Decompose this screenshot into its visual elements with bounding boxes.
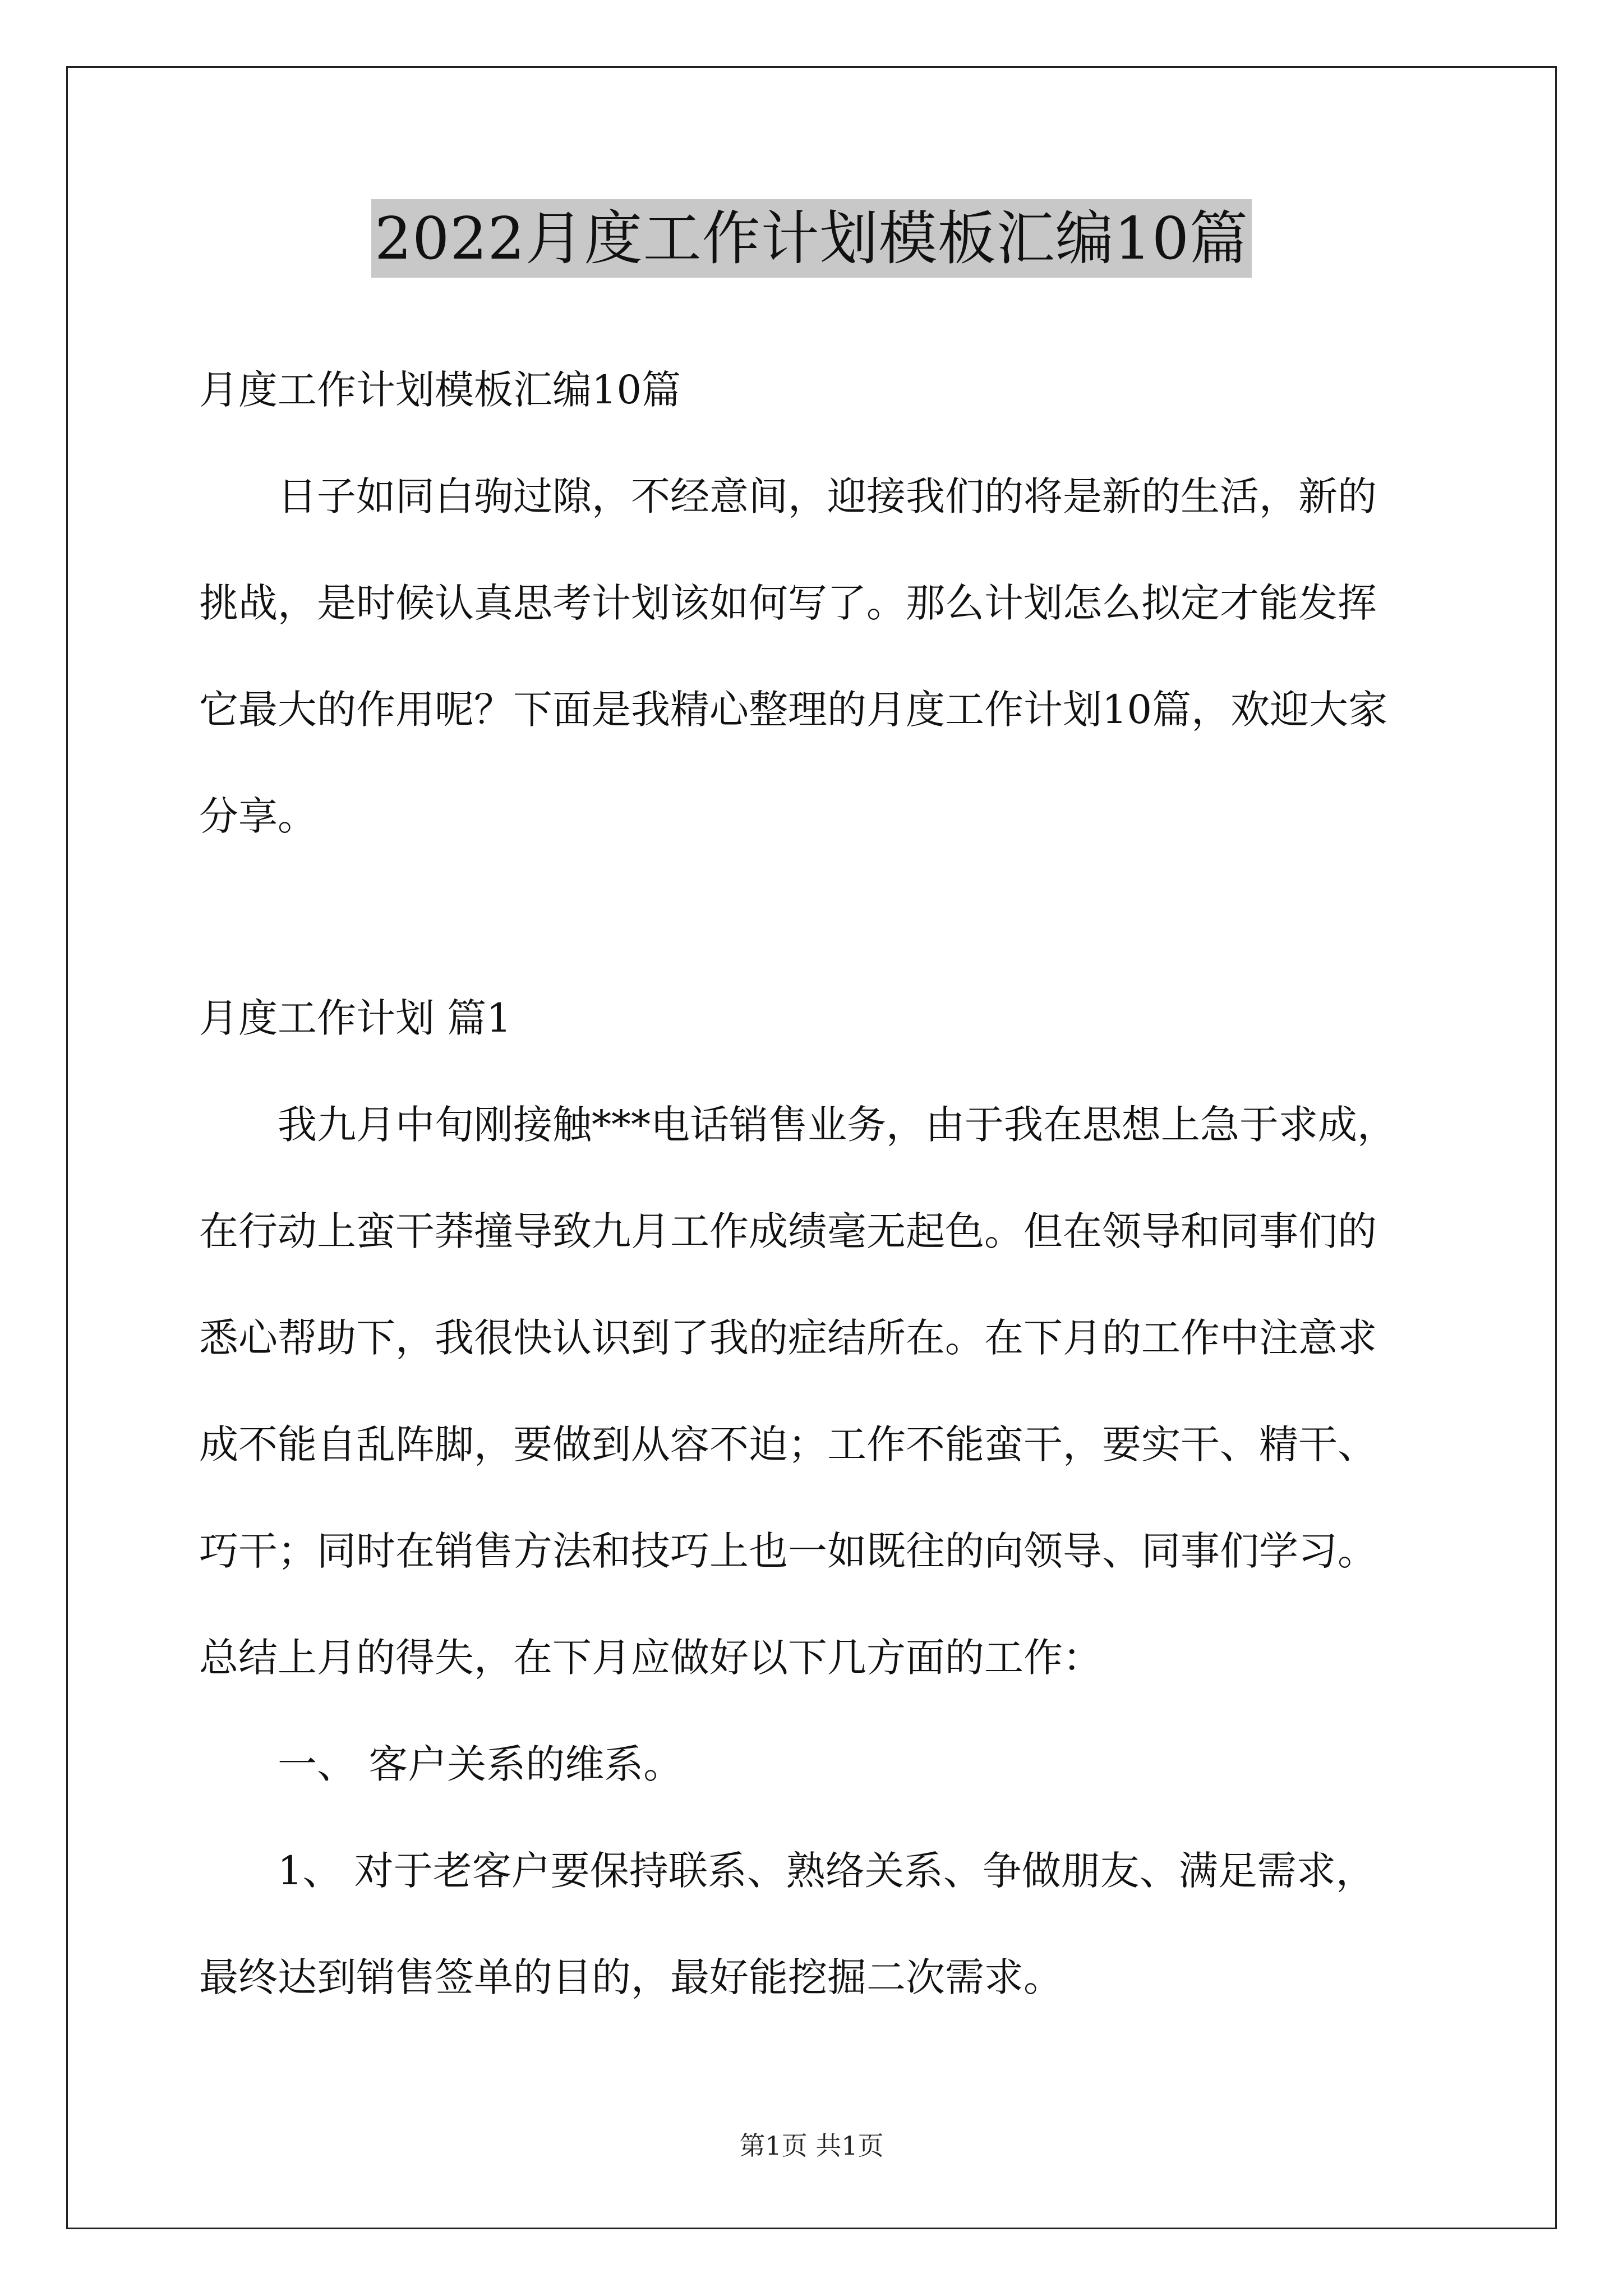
section-line-6: 总结上月的得失，在下月应做好以下几方面的工作： bbox=[199, 1635, 1102, 1681]
intro-paragraph bbox=[199, 443, 1427, 869]
section-heading: 月度工作计划 篇1 bbox=[199, 995, 511, 1041]
section-line-3: 悉心帮助下，我很快认识到了我的症结所在。在下月的工作中注意求 bbox=[199, 1315, 1377, 1361]
section-paragraph bbox=[199, 1071, 1427, 1711]
page-footer: 第1页 共1页 bbox=[739, 2131, 884, 2161]
intro-line-4: 分享。 bbox=[199, 793, 317, 839]
item-line-1: 1、 对于老客户要保持联系、熟络关系、争做朋友、满足需求， bbox=[278, 1848, 1375, 1894]
item-line-2: 最终达到销售签单的目的，最好能挖掘二次需求。 bbox=[199, 1954, 1063, 2000]
title-container bbox=[0, 199, 1623, 278]
section-line-1: 我九月中旬刚接触***电话销售业务，由于我在思想上急于求成， bbox=[278, 1102, 1396, 1148]
item-paragraph bbox=[199, 1818, 1427, 2031]
document-subtitle: 月度工作计划模板汇编10篇 bbox=[199, 367, 681, 413]
document-title: 2022月度工作计划模板汇编10篇 bbox=[371, 199, 1252, 278]
section-line-5: 巧干；同时在销售方法和技巧上也一如既往的向领导、同事们学习。 bbox=[199, 1528, 1377, 1574]
intro-line-3: 它最大的作用呢？下面是我精心整理的月度工作计划10篇，欢迎大家 bbox=[199, 687, 1388, 733]
intro-line-1: 日子如同白驹过隙，不经意间，迎接我们的将是新的生活，新的 bbox=[278, 473, 1377, 519]
section-line-4: 成不能自乱阵脚，要做到从容不迫；工作不能蛮干，要实干、精干、 bbox=[199, 1421, 1377, 1467]
section-line-2: 在行动上蛮干莽撞导致九月工作成绩毫无起色。但在领导和同事们的 bbox=[199, 1208, 1377, 1254]
intro-line-2: 挑战，是时候认真思考计划该如何写了。那么计划怎么拟定才能发挥 bbox=[199, 580, 1377, 626]
item-heading: 一、 客户关系的维系。 bbox=[278, 1741, 683, 1787]
